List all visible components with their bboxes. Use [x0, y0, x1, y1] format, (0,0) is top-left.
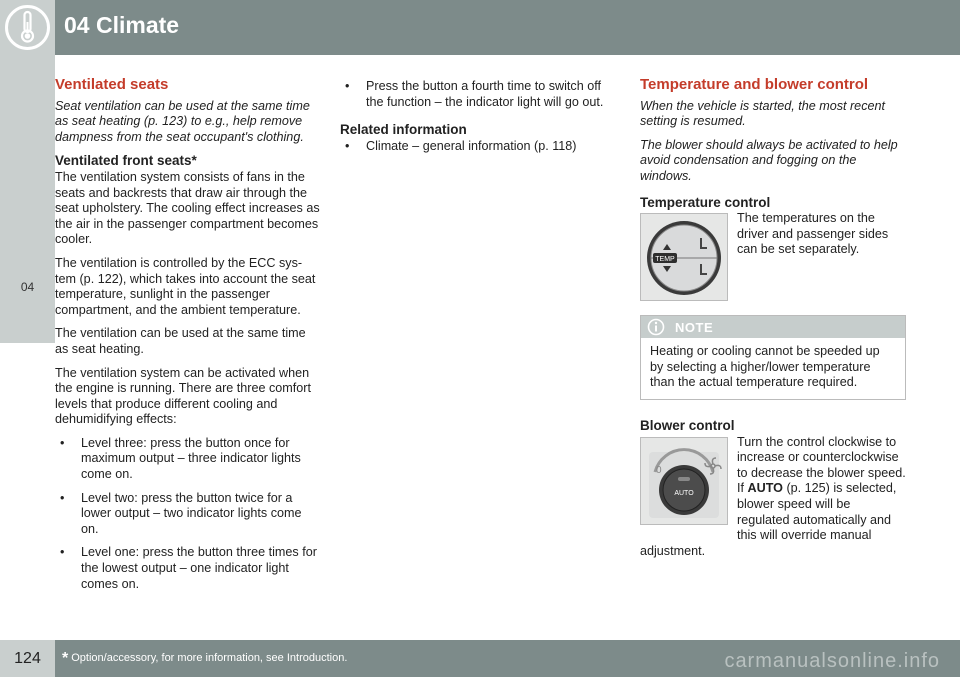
watermark: carmanualsonline.info [724, 650, 940, 672]
thermometer-icon [0, 0, 55, 55]
related-information-list [340, 139, 612, 155]
blower-text-part: (p. 125) is selected, blower speed will be regulated automatically and this will override manual adjustment. [640, 481, 897, 558]
footer-note-text: Option/accessory, for more information, see Introduction. [71, 652, 348, 664]
chapter-side-tab [0, 55, 55, 343]
middle-column [340, 79, 612, 162]
paragraph: The ventilation system consists of fans in the seats and backrests that draw air through the seat upholstery. The cooling effect increases as the air in the passenger compartment becomes cooler. [55, 169, 320, 247]
page-header [0, 0, 960, 55]
list-item: • Level two: press the button twice for a lower output – two indicator lights come on. [55, 491, 321, 538]
auto-button-label: AUTO [674, 489, 694, 497]
note-header [641, 316, 905, 338]
page-number: 124 [14, 650, 41, 667]
blower-text-part: Turn the control clockwise to increase or counterclockwise to decrease the blower speed. If [737, 434, 906, 496]
auto-keyword: AUTO [747, 481, 783, 496]
thermometer-icon-box [0, 0, 55, 55]
left-column [55, 77, 321, 600]
chapter-title: 04 Climate [64, 12, 180, 38]
temperature-intro-1: When the vehicle is started, the most recent setting is resumed. [640, 98, 885, 129]
list-item: • Level one: press the button three times for the lowest output – one indicator light comes on. [55, 545, 321, 592]
ventilated-seats-intro: Seat ventilation can be used at the same time as seat heating (p. 123) to e.g., help remove dampness from the seat occupant's clothing. [55, 98, 310, 144]
list-item: • Level three: press the button once for maximum output – three indicator lights come on. [55, 436, 321, 483]
footer-asterisk: * [62, 650, 69, 667]
page-number-box [0, 640, 55, 677]
temperature-intro-2: The blower should always be activated to help avoid condensation and fogging on the windows. [640, 137, 898, 183]
temperature-control-heading: Temperature control [640, 194, 771, 210]
note-box [640, 315, 906, 400]
right-column [640, 77, 906, 567]
paragraph: The ventilation can be used at the same time as seat heating. [55, 326, 306, 356]
temperature-control-image [640, 213, 728, 301]
related-information-heading: Related information [340, 122, 467, 138]
temperature-control-text: The temperatures on the driver and passenger sides can be set separately. [737, 211, 889, 257]
note-text: Heating or cooling cannot be speeded up by selecting a higher/lower temperature than the actual temperature required. [650, 344, 880, 390]
paragraph: The ventilation is controlled by the ECC sys-tem (p. 122), which takes into account the seat temperature, sunlight in the passenger compartment, and the ambient temperature. [55, 255, 316, 317]
related-link[interactable]: • Climate – general information (p. 118) [340, 139, 612, 155]
comfort-levels-list [55, 436, 321, 592]
blower-control-heading: Blower control [640, 417, 735, 433]
paragraph: The ventilation system can be activated when the engine is running. There are three comfort levels that produce different cooling and dehumidifying effects: [55, 365, 311, 427]
footer-note [62, 650, 347, 668]
note-title: NOTE [675, 320, 714, 336]
temperature-blower-heading: Temperature and blower control [640, 76, 869, 93]
front-seats-heading: Ventilated front seats* [55, 153, 197, 169]
ventilated-seats-heading: Ventilated seats [55, 76, 169, 93]
temp-button-label: TEMP [655, 256, 675, 264]
switch-off-list [340, 79, 612, 110]
blower-zero-label: 0 [656, 464, 662, 476]
info-icon [647, 318, 665, 336]
side-tab-label: 04 [20, 280, 35, 294]
list-item: • Press the button a fourth time to switch off the function – the indicator light will go out. [340, 79, 612, 110]
blower-control-image [640, 437, 728, 525]
